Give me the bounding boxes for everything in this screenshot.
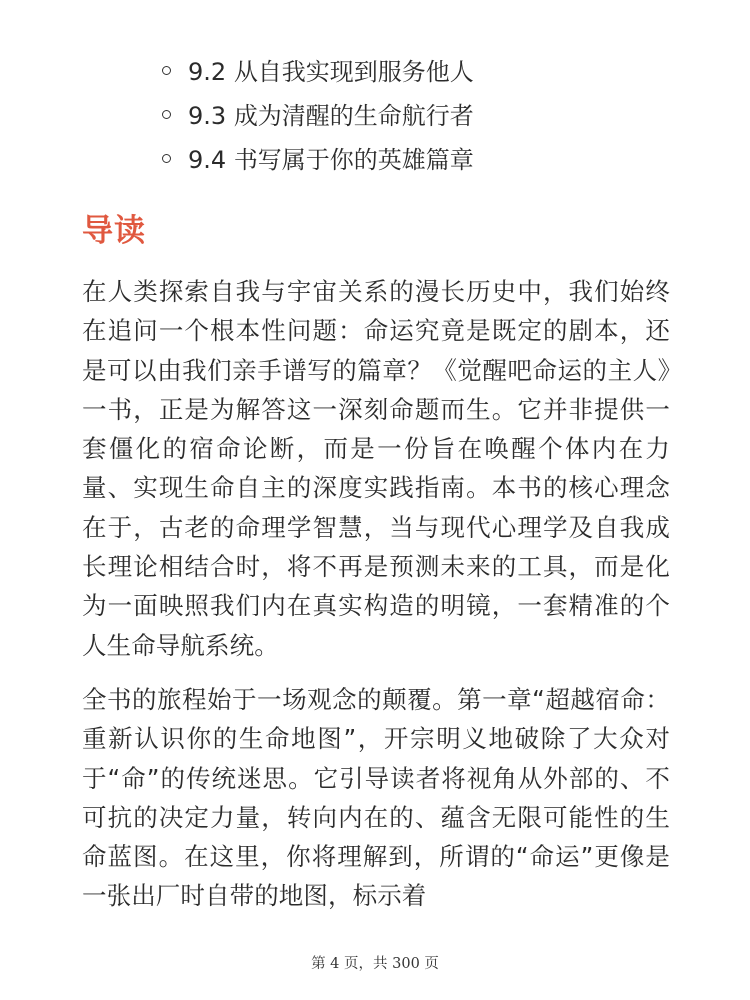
toc-item-number: 9.2: [188, 58, 227, 86]
hollow-circle-bullet-icon: [162, 154, 171, 163]
toc-item-title: 从自我实现到服务他人: [233, 58, 474, 86]
toc-item-number: 9.3: [188, 102, 227, 130]
hollow-circle-bullet-icon: [162, 110, 171, 119]
toc-item-9-3[interactable]: [160, 96, 474, 140]
section-heading: 导读: [82, 213, 146, 249]
toc-item-number: 9.4: [188, 146, 227, 174]
toc-item-title: 成为清醒的生命航行者: [233, 102, 474, 130]
toc-item-title: 书写属于你的英雄篇章: [233, 146, 474, 174]
toc-item-9-4[interactable]: [160, 140, 474, 184]
hollow-circle-bullet-icon: [162, 66, 171, 75]
body-paragraph: 在人类探索自我与宇宙关系的漫长历史中，我们始终在追问一个根本性问题：命运究竟是既定的剧本，还是可以由我们亲手谱写的篇章？《觉醒吧命运的主人》一书，正是为解答这一深刻命题而生。它并非提供一套僵化的宿命论断，而是一份旨在唤醒个体内在力量、实现生命自主的深度实践指南。本书的核心理念在于，古老的命理学智慧，当与现代心理学及自我成长理论相结合时，将不再是预测未来的工具，而是化为一面映照我们内在真实构造的明镜，一套精准的个人生命导航系统。: [82, 277, 670, 660]
table-of-contents: [160, 52, 474, 184]
page-number-footer: 第 4 页，共 300 页: [311, 956, 439, 972]
toc-item-9-2[interactable]: [160, 52, 474, 96]
body-paragraph: 全书的旅程始于一场观念的颠覆。第一章“超越宿命：重新认识你的生命地图”，开宗明义地破除了大众对于“命”的传统迷思。它引导读者将视角从外部的、不可抗的决定力量，转向内在的、蕴含无限可能性的生命蓝图。在这里，你将理解到，所谓的“命运”更像是一张出厂时自带的地图，标示着: [82, 685, 670, 911]
